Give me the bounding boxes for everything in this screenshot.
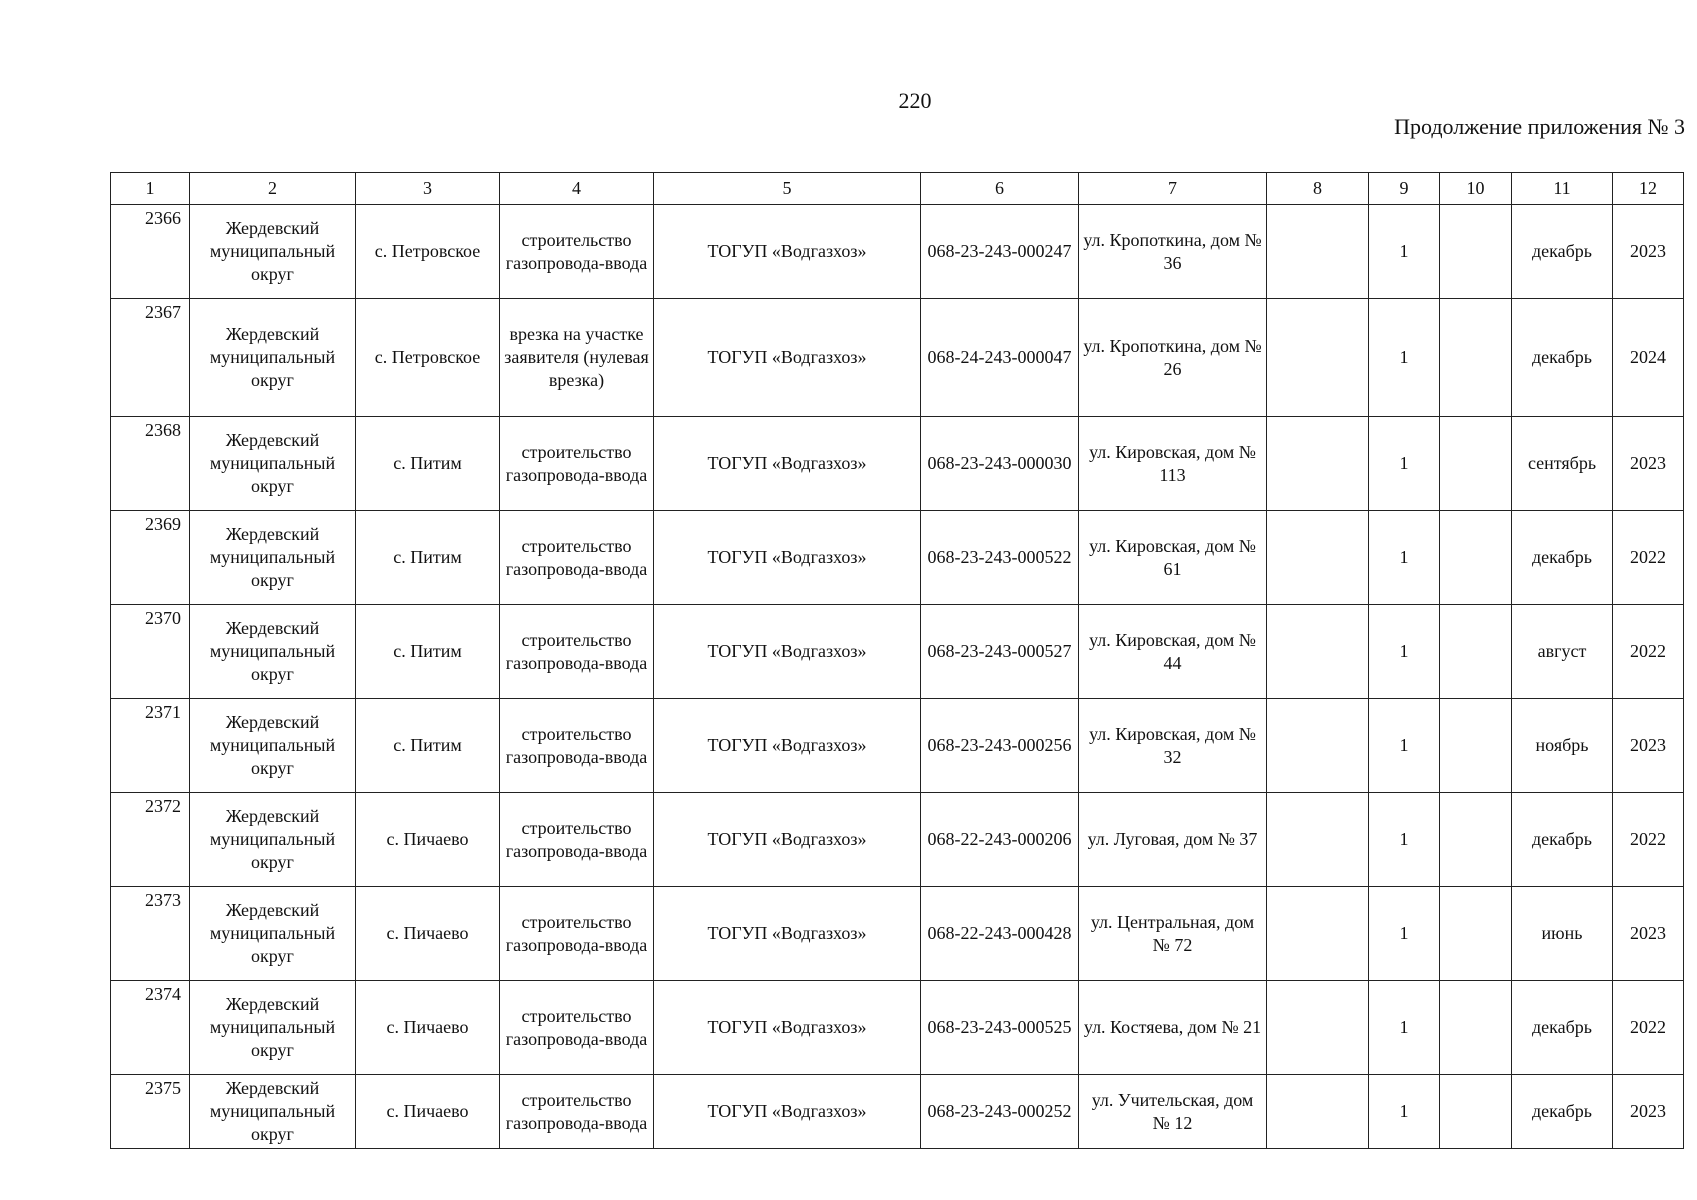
work-type-cell: строительство газопровода-ввода xyxy=(500,1075,654,1149)
district-cell: Жердевский муниципальный округ xyxy=(190,605,356,699)
empty-cell xyxy=(1267,299,1369,417)
settlement-cell: с. Питим xyxy=(356,417,500,511)
year-cell: 2022 xyxy=(1613,511,1684,605)
organization-cell: ТОГУП «Водгазхоз» xyxy=(654,793,921,887)
organization-cell: ТОГУП «Водгазхоз» xyxy=(654,887,921,981)
empty-cell xyxy=(1267,417,1369,511)
column-header: 6 xyxy=(921,173,1079,205)
application-number-cell: 068-23-243-000525 xyxy=(921,981,1079,1075)
quantity-cell: 1 xyxy=(1369,417,1440,511)
district-cell: Жердевский муниципальный округ xyxy=(190,887,356,981)
quantity-cell: 1 xyxy=(1369,981,1440,1075)
empty-cell xyxy=(1440,605,1512,699)
work-type-cell: строительство газопровода-ввода xyxy=(500,605,654,699)
quantity-cell: 1 xyxy=(1369,511,1440,605)
work-type-cell: строительство газопровода-ввода xyxy=(500,205,654,299)
work-type-cell: строительство газопровода-ввода xyxy=(500,417,654,511)
table-row xyxy=(111,887,1684,981)
address-cell: ул. Луговая, дом № 37 xyxy=(1079,793,1267,887)
organization-cell: ТОГУП «Водгазхоз» xyxy=(654,981,921,1075)
row-number-cell: 2367 xyxy=(111,299,190,417)
table-row xyxy=(111,699,1684,793)
settlement-cell: с. Петровское xyxy=(356,205,500,299)
district-cell: Жердевский муниципальный округ xyxy=(190,699,356,793)
column-header: 7 xyxy=(1079,173,1267,205)
table-row xyxy=(111,793,1684,887)
year-cell: 2023 xyxy=(1613,205,1684,299)
settlement-cell: с. Пичаево xyxy=(356,981,500,1075)
year-cell: 2022 xyxy=(1613,605,1684,699)
table-row xyxy=(111,205,1684,299)
table-row xyxy=(111,605,1684,699)
row-number-cell: 2374 xyxy=(111,981,190,1075)
empty-cell xyxy=(1267,605,1369,699)
month-cell: июнь xyxy=(1512,887,1613,981)
organization-cell: ТОГУП «Водгазхоз» xyxy=(654,511,921,605)
organization-cell: ТОГУП «Водгазхоз» xyxy=(654,205,921,299)
application-number-cell: 068-23-243-000030 xyxy=(921,417,1079,511)
district-cell: Жердевский муниципальный округ xyxy=(190,793,356,887)
address-cell: ул. Кировская, дом № 113 xyxy=(1079,417,1267,511)
empty-cell xyxy=(1440,205,1512,299)
empty-cell xyxy=(1440,299,1512,417)
work-type-cell: строительство газопровода-ввода xyxy=(500,981,654,1075)
settlement-cell: с. Петровское xyxy=(356,299,500,417)
organization-cell: ТОГУП «Водгазхоз» xyxy=(654,605,921,699)
appendix-continuation-label: Продолжение приложения № 3 xyxy=(1394,114,1685,139)
settlement-cell: с. Пичаево xyxy=(356,793,500,887)
quantity-cell: 1 xyxy=(1369,299,1440,417)
column-header: 9 xyxy=(1369,173,1440,205)
district-cell: Жердевский муниципальный округ xyxy=(190,511,356,605)
year-cell: 2022 xyxy=(1613,793,1684,887)
quantity-cell: 1 xyxy=(1369,793,1440,887)
work-type-cell: строительство газопровода-ввода xyxy=(500,793,654,887)
empty-cell xyxy=(1267,1075,1369,1149)
month-cell: декабрь xyxy=(1512,793,1613,887)
column-header: 2 xyxy=(190,173,356,205)
organization-cell: ТОГУП «Водгазхоз» xyxy=(654,1075,921,1149)
empty-cell xyxy=(1440,511,1512,605)
column-header: 4 xyxy=(500,173,654,205)
application-number-cell: 068-23-243-000256 xyxy=(921,699,1079,793)
work-type-cell: врезка на участке заявителя (нулевая врезка) xyxy=(500,299,654,417)
row-number-cell: 2369 xyxy=(111,511,190,605)
column-header: 10 xyxy=(1440,173,1512,205)
year-cell: 2023 xyxy=(1613,1075,1684,1149)
empty-cell xyxy=(1440,793,1512,887)
column-header: 1 xyxy=(111,173,190,205)
month-cell: август xyxy=(1512,605,1613,699)
registry-table xyxy=(110,172,1684,1149)
row-number-cell: 2375 xyxy=(111,1075,190,1149)
empty-cell xyxy=(1440,981,1512,1075)
empty-cell xyxy=(1440,417,1512,511)
application-number-cell: 068-23-243-000527 xyxy=(921,605,1079,699)
application-number-cell: 068-22-243-000206 xyxy=(921,793,1079,887)
year-cell: 2023 xyxy=(1613,699,1684,793)
row-number-cell: 2366 xyxy=(111,205,190,299)
application-number-cell: 068-23-243-000247 xyxy=(921,205,1079,299)
district-cell: Жердевский муниципальный округ xyxy=(190,417,356,511)
row-number-cell: 2373 xyxy=(111,887,190,981)
empty-cell xyxy=(1267,511,1369,605)
month-cell: ноябрь xyxy=(1512,699,1613,793)
quantity-cell: 1 xyxy=(1369,205,1440,299)
table-row xyxy=(111,511,1684,605)
column-header: 8 xyxy=(1267,173,1369,205)
year-cell: 2022 xyxy=(1613,981,1684,1075)
column-header: 11 xyxy=(1512,173,1613,205)
district-cell: Жердевский муниципальный округ xyxy=(190,205,356,299)
empty-cell xyxy=(1267,981,1369,1075)
column-header: 12 xyxy=(1613,173,1684,205)
settlement-cell: с. Пичаево xyxy=(356,1075,500,1149)
district-cell: Жердевский муниципальный округ xyxy=(190,981,356,1075)
table-row xyxy=(111,981,1684,1075)
quantity-cell: 1 xyxy=(1369,605,1440,699)
address-cell: ул. Кировская, дом № 44 xyxy=(1079,605,1267,699)
work-type-cell: строительство газопровода-ввода xyxy=(500,699,654,793)
row-number-cell: 2368 xyxy=(111,417,190,511)
district-cell: Жердевский муниципальный округ xyxy=(190,1075,356,1149)
table-row xyxy=(111,1075,1684,1149)
month-cell: декабрь xyxy=(1512,1075,1613,1149)
row-number-cell: 2372 xyxy=(111,793,190,887)
address-cell: ул. Центральная, дом № 72 xyxy=(1079,887,1267,981)
application-number-cell: 068-24-243-000047 xyxy=(921,299,1079,417)
address-cell: ул. Учительская, дом № 12 xyxy=(1079,1075,1267,1149)
organization-cell: ТОГУП «Водгазхоз» xyxy=(654,299,921,417)
month-cell: декабрь xyxy=(1512,299,1613,417)
empty-cell xyxy=(1267,887,1369,981)
table-row xyxy=(111,299,1684,417)
application-number-cell: 068-22-243-000428 xyxy=(921,887,1079,981)
application-number-cell: 068-23-243-000522 xyxy=(921,511,1079,605)
address-cell: ул. Кропоткина, дом № 36 xyxy=(1079,205,1267,299)
work-type-cell: строительство газопровода-ввода xyxy=(500,887,654,981)
row-number-cell: 2371 xyxy=(111,699,190,793)
empty-cell xyxy=(1440,699,1512,793)
column-header: 3 xyxy=(356,173,500,205)
address-cell: ул. Кировская, дом № 61 xyxy=(1079,511,1267,605)
quantity-cell: 1 xyxy=(1369,887,1440,981)
empty-cell xyxy=(1267,699,1369,793)
page-number: 220 xyxy=(898,88,932,113)
empty-cell xyxy=(1267,793,1369,887)
year-cell: 2024 xyxy=(1613,299,1684,417)
month-cell: сентябрь xyxy=(1512,417,1613,511)
year-cell: 2023 xyxy=(1613,417,1684,511)
row-number-cell: 2370 xyxy=(111,605,190,699)
settlement-cell: с. Пичаево xyxy=(356,887,500,981)
application-number-cell: 068-23-243-000252 xyxy=(921,1075,1079,1149)
column-header: 5 xyxy=(654,173,921,205)
empty-cell xyxy=(1440,887,1512,981)
settlement-cell: с. Питим xyxy=(356,699,500,793)
empty-cell xyxy=(1267,205,1369,299)
quantity-cell: 1 xyxy=(1369,1075,1440,1149)
settlement-cell: с. Питим xyxy=(356,511,500,605)
address-cell: ул. Кировская, дом № 32 xyxy=(1079,699,1267,793)
month-cell: декабрь xyxy=(1512,511,1613,605)
quantity-cell: 1 xyxy=(1369,699,1440,793)
organization-cell: ТОГУП «Водгазхоз» xyxy=(654,417,921,511)
address-cell: ул. Кропоткина, дом № 26 xyxy=(1079,299,1267,417)
work-type-cell: строительство газопровода-ввода xyxy=(500,511,654,605)
table-row xyxy=(111,417,1684,511)
district-cell: Жердевский муниципальный округ xyxy=(190,299,356,417)
month-cell: декабрь xyxy=(1512,981,1613,1075)
settlement-cell: с. Питим xyxy=(356,605,500,699)
address-cell: ул. Костяева, дом № 21 xyxy=(1079,981,1267,1075)
month-cell: декабрь xyxy=(1512,205,1613,299)
organization-cell: ТОГУП «Водгазхоз» xyxy=(654,699,921,793)
year-cell: 2023 xyxy=(1613,887,1684,981)
header-row xyxy=(111,173,1684,205)
empty-cell xyxy=(1440,1075,1512,1149)
